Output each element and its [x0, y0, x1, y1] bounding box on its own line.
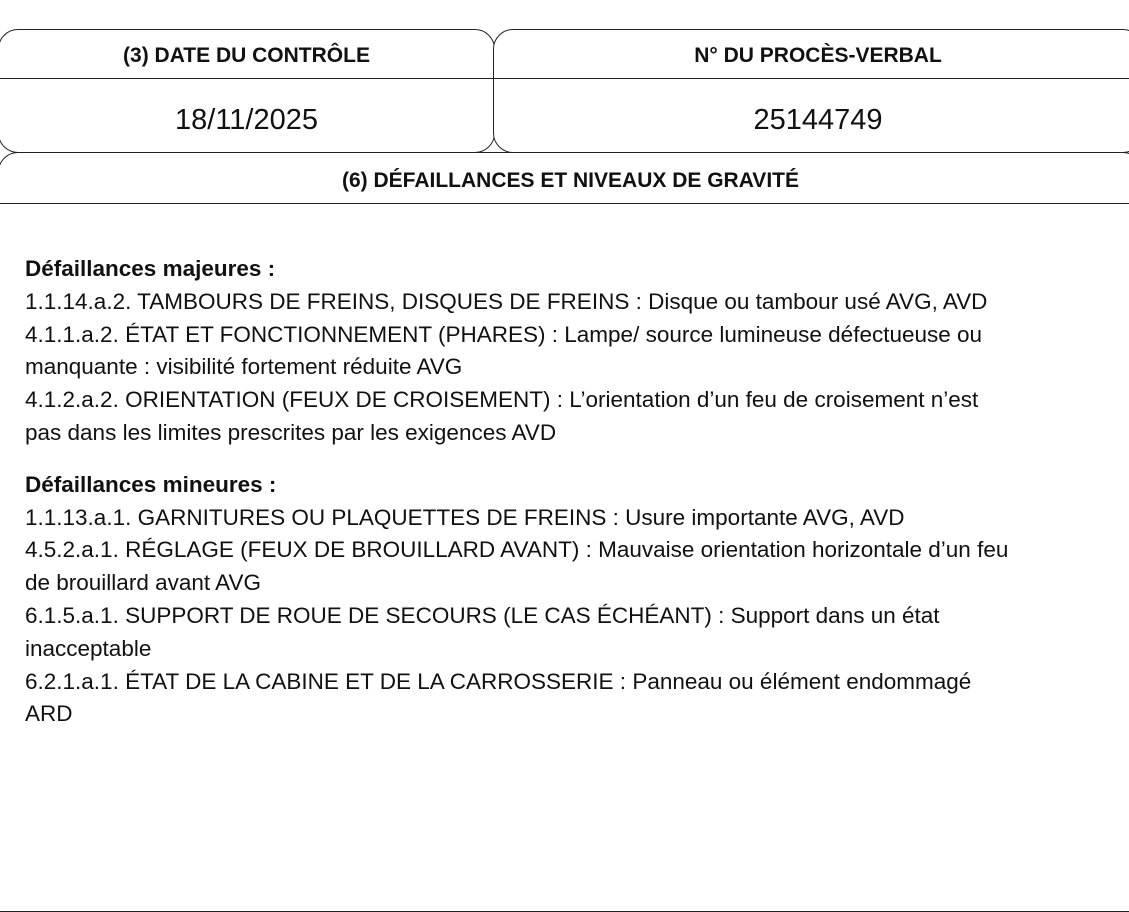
date-control-value: 18/11/2025: [175, 104, 318, 136]
proces-verbal-box: [493, 29, 1129, 153]
majeure-item: 4.1.2.a.2. ORIENTATION (FEUX DE CROISEMENT) : L’orientation d’un feu de croisement n’est pas dans les limites prescrites par les exigences AVD: [25, 387, 979, 445]
mineure-item: 6.1.5.a.1. SUPPORT DE ROUE DE SECOURS (LE CAS ÉCHÉANT) : Support dans un état inacceptable: [25, 602, 940, 661]
mineure-item: 1.1.13.a.1. GARNITURES OU PLAQUETTES DE FREINS : Usure importante AVG, AVD: [25, 504, 905, 530]
date-control-label: (3) DATE DU CONTRÔLE: [0, 30, 494, 79]
date-control-box: [0, 29, 495, 153]
proces-verbal-label: N° DU PROCÈS-VERBAL: [494, 30, 1129, 79]
defaillances-title: (6) DÉFAILLANCES ET NIVEAUX DE GRAVITÉ: [0, 153, 1129, 204]
mineure-item: 4.5.2.a.1. RÉGLAGE (FEUX DE BROUILLARD AVANT) : Mauvaise orientation horizontale d’un feu de brouillard avant AVG: [25, 537, 1009, 596]
mineure-item: 6.2.1.a.1. ÉTAT DE LA CABINE ET DE LA CARROSSERIE : Panneau ou élément endommagé ARD: [25, 668, 972, 727]
majeures-heading: Défaillances majeures :: [25, 256, 276, 281]
mineures-heading: Défaillances mineures :: [25, 471, 277, 497]
majeure-item: 4.1.1.a.2. ÉTAT ET FONCTIONNEMENT (PHARES) : Lampe/ source lumineuse défectueuse ou manquante : visibilité fortement réduite AVG: [25, 321, 983, 380]
majeure-item: 1.1.14.a.2. TAMBOURS DE FREINS, DISQUES DE FREINS : Disque ou tambour usé AVG, AVD: [25, 288, 988, 314]
defaillances-content: [25, 253, 1015, 731]
defaillances-box: [0, 152, 1129, 912]
majeures-section: [25, 253, 1015, 450]
mineures-section: [25, 469, 1015, 731]
proces-verbal-value: 25144749: [753, 104, 883, 136]
